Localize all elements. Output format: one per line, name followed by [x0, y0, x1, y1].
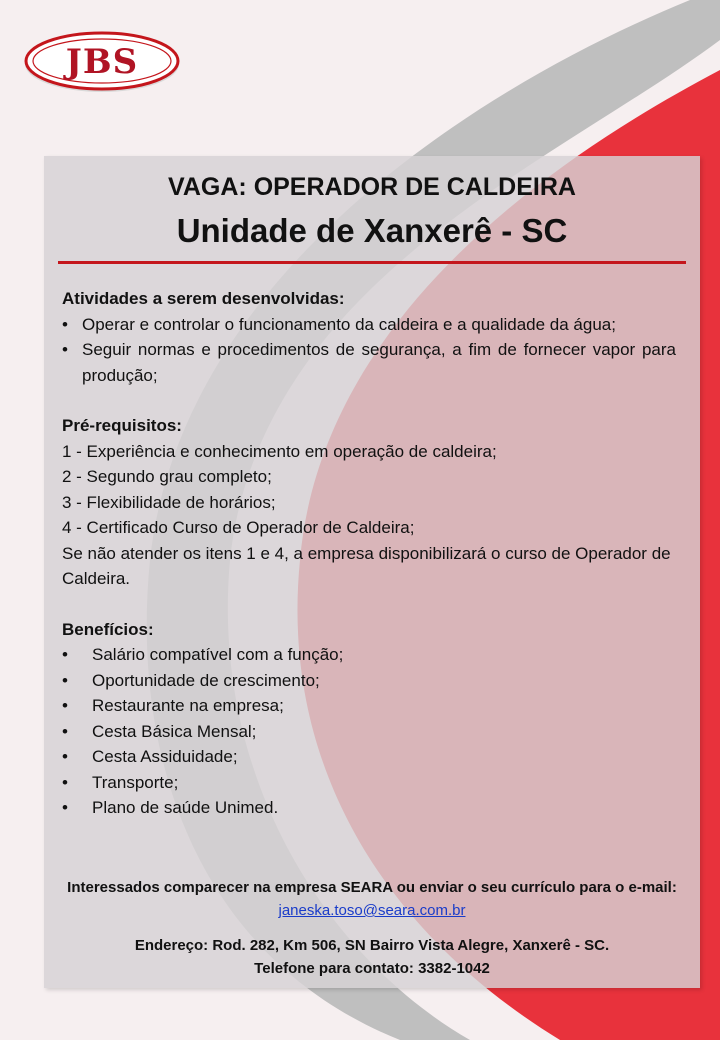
address-text: Endereço: Rod. 282, Km 506, SN Bairro Vista Alegre, Xanxerê - SC. — [134, 937, 610, 954]
job-location: Unidade de Xanxerê - SC — [176, 212, 568, 249]
phone-text: Telefone para contato: 3382-1042 — [254, 960, 490, 977]
requirement-item: 3 - Flexibilidade de horários; — [62, 492, 276, 512]
title-divider — [58, 261, 686, 264]
activity-item: • Operar e controlar o funcionamento da caldeira e a qualidade da água; — [62, 314, 616, 334]
job-content — [62, 286, 676, 821]
benefit-item: • Transporte; — [62, 772, 179, 792]
benefit-item: • Cesta Básica Mensal; — [62, 721, 257, 741]
benefit-item: • Cesta Assiduidade; — [62, 747, 238, 766]
activity-item: • Seguir normas e procedimentos de segurança, a fim de fornecer vapor para produção; — [62, 340, 676, 385]
requirement-item: 2 - Segundo grau completo; — [62, 467, 272, 486]
job-card — [44, 156, 700, 988]
job-title: VAGA: OPERADOR DE CALDEIRA — [168, 173, 576, 201]
requirement-note: Se não atender os itens 1 e 4, a empresa disponibilizará o curso de Operador de Caldeira. — [62, 543, 671, 588]
benefit-item: • Restaurante na empresa; — [62, 696, 284, 715]
benefit-item: • Salário compatível com a função; — [62, 645, 344, 664]
benefit-item: • Plano de saúde Unimed. — [62, 798, 279, 817]
requirements-heading: Pré-requisitos: — [62, 416, 182, 435]
address-block — [58, 934, 686, 980]
contact-instructions — [58, 876, 686, 922]
requirement-item: 4 - Certificado Curso de Operador de Caldeira; — [62, 518, 415, 537]
jbs-logo — [22, 30, 182, 94]
logo-text: JBS — [65, 42, 139, 82]
email-link[interactable]: janeska.toso@seara.com.br — [278, 902, 466, 919]
benefits-heading: Benefícios: — [62, 619, 154, 639]
activities-heading: Atividades a serem desenvolvidas: — [62, 289, 345, 308]
benefit-item: • Oportunidade de crescimento; — [62, 670, 320, 690]
contact-intro: Interessados comparecer na empresa SEARA ou enviar o seu currículo para o e-mail: — [67, 879, 677, 896]
requirement-item: 1 - Experiência e conhecimento em operação de caldeira; — [62, 441, 497, 461]
